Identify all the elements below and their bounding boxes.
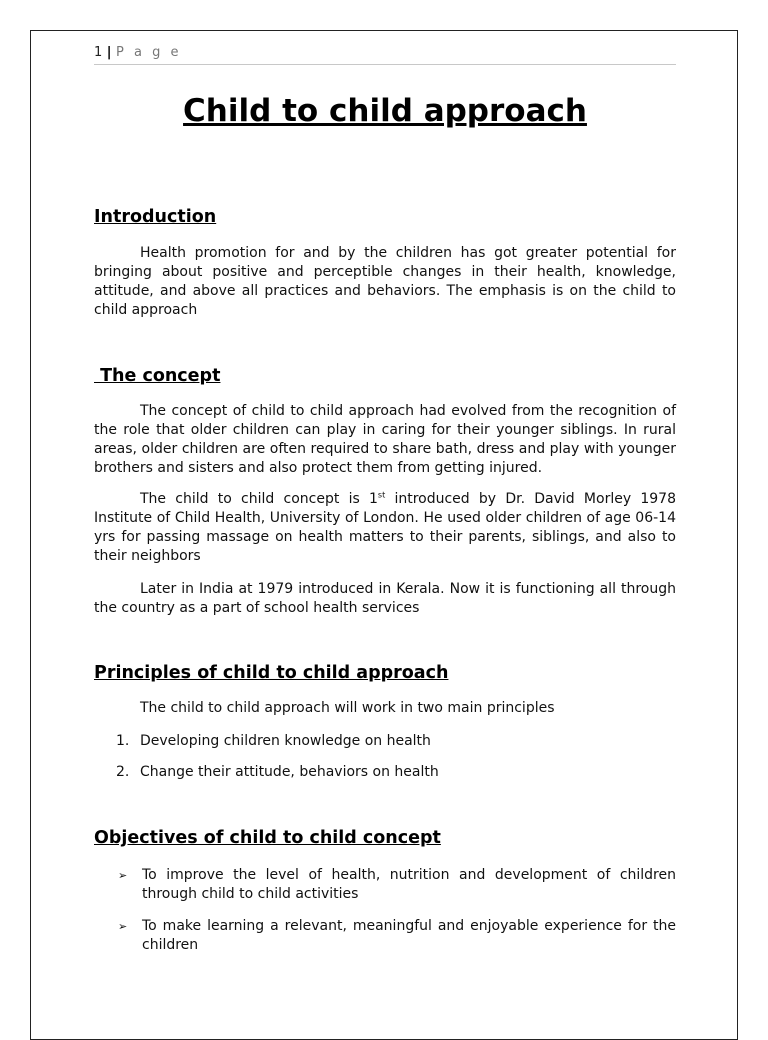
objective-text-1: To improve the level of health, nutrition and development of children through child to child activities <box>142 867 676 902</box>
principle-item-2 <box>116 763 439 782</box>
arrow-bullet-icon: ➢ <box>118 920 128 933</box>
paragraph-concept-1: The concept of child to child approach had evolved from the recognition of the role that older children can play in caring for their younger siblings. In rural areas, older children are often required to share bath, dress and play with younger brothers and sisters and also protect them from getting injured. <box>94 403 676 476</box>
concept-2-text-end: introduced by Dr. David Morley 1978 Institute of Child Health, University of London. He used older children of age 06-14 yrs for passing massage on health matters to their parents, siblings, and also to their neighbors <box>94 491 676 564</box>
document-page <box>30 30 738 1040</box>
objective-text-2: To make learning a relevant, meaningful and enjoyable experience for the children <box>142 918 676 953</box>
page-label: P a g e <box>116 45 182 60</box>
page-header <box>94 45 676 65</box>
heading-objectives: Objectives of child to child concept <box>94 828 441 848</box>
principle-marker-2: 2. <box>116 764 130 780</box>
principle-item-1 <box>116 732 431 751</box>
paragraph-principles-intro: The child to child approach will work in two main principles <box>140 700 555 716</box>
arrow-bullet-icon: ➢ <box>118 869 128 882</box>
page-separator: | <box>106 45 113 60</box>
concept-2-superscript: st <box>377 490 386 500</box>
document-title: Child to child approach <box>183 93 587 129</box>
page-number: 1 <box>94 45 103 60</box>
concept-2-text-start: The child to child concept is 1 <box>140 491 378 507</box>
paragraph-concept-2 <box>94 490 676 566</box>
paragraph-concept-3: Later in India at 1979 introduced in Kerala. Now it is functioning all through the country as a part of school health services <box>94 581 676 616</box>
objective-item-1 <box>118 866 676 904</box>
principle-marker-1: 1. <box>116 733 130 749</box>
heading-concept: The concept <box>94 366 221 386</box>
principle-text-1: Developing children knowledge on health <box>140 733 431 749</box>
principle-text-2: Change their attitude, behaviors on health <box>140 764 439 780</box>
paragraph-introduction: Health promotion for and by the children has got greater potential for bringing about positive and perceptible changes in their health, knowledge, attitude, and above all practices and behaviors. The emphasis is on the child to child approach <box>94 245 676 318</box>
heading-principles: Principles of child to child approach <box>94 663 449 683</box>
heading-introduction: Introduction <box>94 207 217 227</box>
objective-item-2 <box>118 917 676 955</box>
